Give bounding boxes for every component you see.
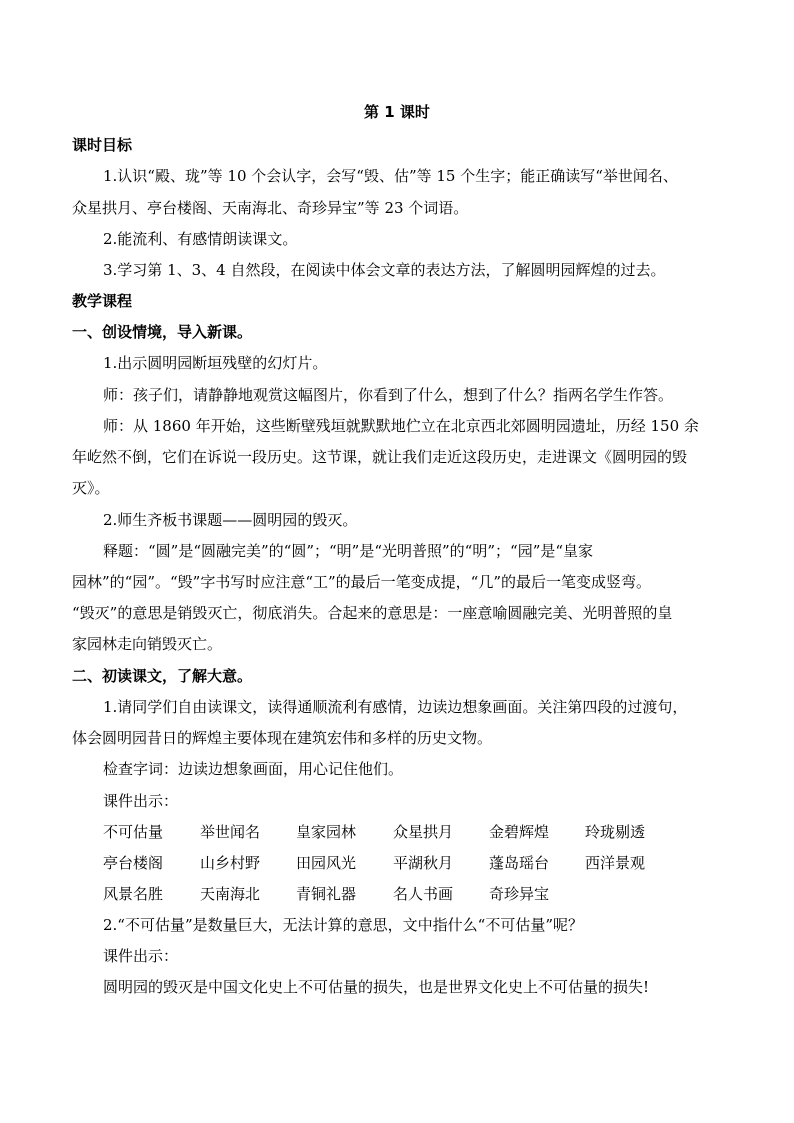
part-1-para-3-line-1: 师：从 1860 年开始，这些断壁残垣就默默地伫立在北京西北郊圆明园遗址，历经 150 余 (103, 417, 699, 435)
vocab-word: 名人书画 (393, 885, 454, 903)
part-2-para-1-line-2: 体会圆明园昔日的辉煌主要体现在建筑宏伟和多样的历史文物。 (72, 729, 493, 747)
vocab-word: 田园风光 (296, 854, 357, 872)
part-2-para-3: 课件出示： (103, 792, 179, 810)
vocab-word: 金碧辉煌 (489, 823, 550, 841)
part-2-para-1-line-1: 1.请同学们自由读课文，读得通顺流利有感情，边读边想象画面。关注第四段的过渡句， (103, 698, 688, 716)
vocab-word: 众星拱月 (393, 823, 454, 841)
vocab-word: 举世闻名 (200, 823, 261, 841)
part-2-para-4: 2.“不可估量”是数量巨大，无法计算的意思，文中指什么“不可估量”呢？ (103, 916, 583, 934)
part-2-para-6: 圆明园的毁灭是中国文化史上不可估量的损失，也是世界文化史上不可估量的损失! (103, 978, 650, 996)
vocab-word: 西洋景观 (585, 854, 646, 872)
goal-3: 3.学习第 1、3、4 自然段，在阅读中体会文章的表达方法，了解圆明园辉煌的过去。 (103, 261, 666, 279)
vocab-word: 天南海北 (200, 885, 261, 903)
part-2-para-5: 课件出示： (103, 947, 179, 965)
part-1-para-4: 2.师生齐板书课题——圆明园的毁灭。 (103, 511, 358, 529)
page-title: 第 1 课时 (364, 103, 430, 121)
vocab-word: 奇珍异宝 (489, 885, 550, 903)
part-1-para-5-line-4: 家园林走向销毁灭亡。 (72, 635, 223, 653)
process-heading: 教学课程 (72, 292, 133, 310)
vocab-word: 平湖秋月 (393, 854, 454, 872)
vocab-word: 不可估量 (103, 823, 164, 841)
part-1-heading: 一、创设情境，导入新课。 (72, 323, 253, 341)
vocab-word: 山乡村野 (200, 854, 261, 872)
part-2-heading: 二、初读课文，了解大意。 (72, 667, 253, 685)
part-1-para-2: 师：孩子们，请静静地观赏这幅图片，你看到了什么，想到了什么？指两名学生作答。 (103, 386, 674, 404)
part-1-para-5-line-1: 释题：“圆”是“圆融完美”的“圆”；“明”是“光明普照”的“明”；“园”是“皇家 (103, 542, 594, 560)
part-1-para-5-line-3: “毁灭”的意思是销毁灭亡，彻底消失。合起来的意思是：一座意喻圆融完美、光明普照的皇 (72, 604, 673, 622)
goal-1-line-2: 众星拱月、亭台楼阁、天南海北、奇珍异宝”等 23 个词语。 (72, 199, 469, 217)
goals-heading: 课时目标 (72, 136, 133, 154)
goal-1-line-1: 1.认识“殿、珑”等 10 个会认字，会写“毁、估”等 15 个生字；能正确读写“举世闻名、 (103, 167, 678, 185)
part-1-para-1: 1.出示圆明园断垣残壁的幻灯片。 (103, 354, 328, 372)
vocab-word: 皇家园林 (296, 823, 357, 841)
part-1-para-3-line-3: 灭》。 (72, 479, 110, 497)
part-1-para-3-line-2: 年屹然不倒，它们在诉说一段历史。这节课，就让我们走近这段历史，走进课文《圆明园的毁 (72, 448, 688, 466)
vocab-word: 风景名胜 (103, 885, 164, 903)
vocab-word: 青铜礼器 (296, 885, 357, 903)
goal-2: 2.能流利、有感情朗读课文。 (103, 230, 298, 248)
vocab-word: 玲珑剔透 (585, 823, 646, 841)
vocab-word: 蓬岛瑶台 (489, 854, 550, 872)
part-2-para-2: 检查字词：边读边想象画面，用心记住他们。 (103, 760, 404, 778)
part-1-para-5-line-2: 园林”的“园”。“毁”字书写时应注意“工”的最后一笔变成提，“几”的最后一笔变成竖弯。 (72, 573, 652, 591)
vocab-word: 亭台楼阁 (103, 854, 164, 872)
